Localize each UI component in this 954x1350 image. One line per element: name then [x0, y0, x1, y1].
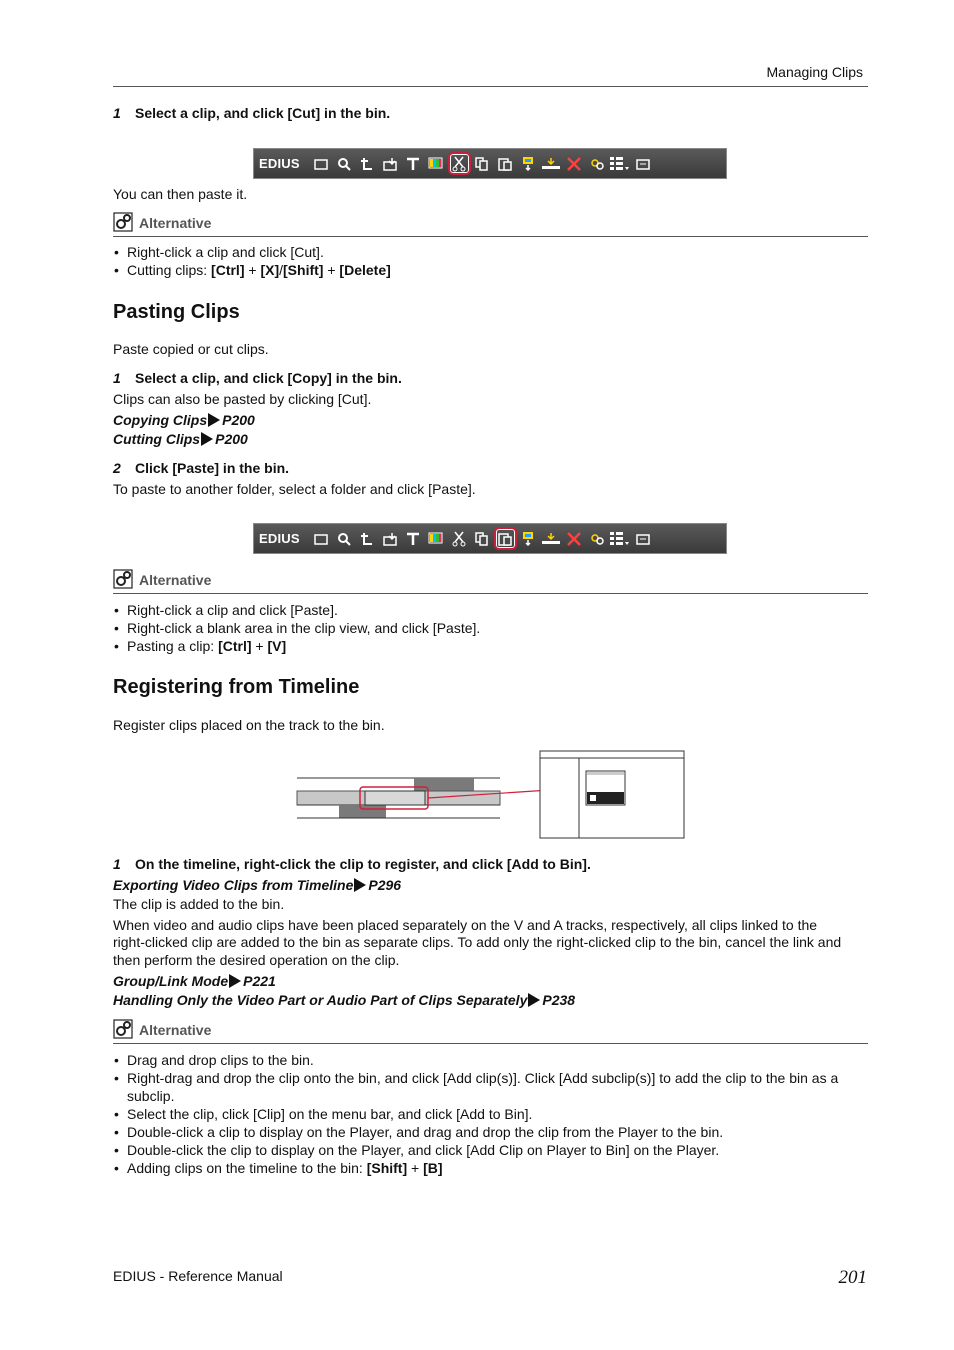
cut-alternatives-list — [113, 243, 867, 279]
registering-intro: Register clips placed on the track to the bin. — [113, 717, 385, 733]
link-page: P238 — [542, 992, 576, 1008]
register-note-2-line-3: then perform the desired operation on the clip. — [113, 952, 400, 968]
delete-icon[interactable] — [563, 152, 586, 175]
register-alternatives-list — [113, 1051, 867, 1177]
step-text: Click [Paste] in the bin. — [135, 460, 290, 476]
link-page: P200 — [215, 431, 248, 447]
bin-window-icon[interactable] — [632, 152, 655, 175]
page-number: 201 — [838, 1267, 867, 1288]
link-text: Group/Link Mode — [113, 973, 229, 989]
running-header: Managing Clips — [766, 64, 863, 80]
search-icon[interactable] — [333, 527, 356, 550]
list-item: • Cutting clips: [Ctrl] + [X]/[Shift] + [Delete] — [113, 261, 867, 279]
step-number: 1 — [113, 105, 121, 121]
up-folder-icon[interactable] — [356, 152, 379, 175]
up-folder-icon[interactable] — [356, 527, 379, 550]
add-to-timeline-icon[interactable] — [540, 152, 563, 175]
title-icon[interactable] — [402, 527, 425, 550]
properties-icon[interactable] — [586, 527, 609, 550]
alternative-rule — [113, 593, 868, 594]
bin-toolbar-paste — [253, 523, 727, 554]
list-item: • Pasting a clip: [Ctrl] + [V] — [113, 637, 867, 655]
paste-step-2 — [113, 460, 289, 476]
link-text: Exporting Video Clips from Timeline — [113, 877, 354, 893]
list-item: • Select the clip, click [Clip] on the menu bar, and click [Add to Bin]. — [113, 1105, 867, 1123]
alternative-label: Alternative — [139, 1022, 212, 1038]
gears-icon — [113, 212, 133, 232]
edius-logo: EDIUS — [259, 156, 300, 171]
header-rule — [113, 86, 868, 87]
clip-type-icon — [590, 795, 596, 801]
paste-step-1-note: Clips can also be pasted by clicking [Cut]. — [113, 391, 372, 407]
list-item: • Right-drag and drop the clip onto the bin, and click [Add clip(s)]. Click [Add subclip(s)] to add the clip to the bin as a subclip. — [113, 1069, 867, 1105]
pasting-clips-title: Pasting Clips — [113, 301, 240, 323]
view-mode-icon[interactable] — [609, 152, 632, 175]
cut-after-text: You can then paste it. — [113, 186, 248, 202]
paste-step-1 — [113, 370, 402, 386]
alternative-rule — [113, 236, 868, 237]
list-item: • Right-click a blank area in the clip view, and click [Paste]. — [113, 619, 867, 637]
register-note-2-line-2: right-clicked clip are added to the bin as separate clips. To add only the right-clicked clip to the bin, cancel the link and — [113, 934, 842, 950]
register-note-1: The clip is added to the bin. — [113, 896, 285, 912]
add-to-timeline-icon[interactable] — [540, 527, 563, 550]
gears-icon — [113, 569, 133, 589]
register-note-2-line-1: When video and audio clips have been placed separately on the V and A tracks, respectively, all clips linked to the — [113, 917, 818, 933]
cut-icon[interactable] — [448, 152, 471, 175]
registering-title: Registering from Timeline — [113, 676, 360, 698]
copy-icon[interactable] — [471, 152, 494, 175]
cut-icon[interactable] — [448, 527, 471, 550]
import-icon[interactable] — [379, 527, 402, 550]
arrow-icon — [528, 993, 540, 1007]
step-text: Select a clip, and click [Cut] in the bin. — [135, 105, 391, 121]
list-item: • Right-click a clip and click [Cut]. — [113, 243, 867, 261]
player-icon[interactable] — [517, 527, 540, 550]
alternative-heading — [113, 569, 211, 589]
list-item: • Double-click a clip to display on the Player, and drag and drop the clip from the Player to the bin. — [113, 1123, 867, 1141]
arrow-icon — [201, 432, 213, 446]
import-icon[interactable] — [379, 152, 402, 175]
paste-icon[interactable] — [494, 152, 517, 175]
link-cutting-clips[interactable] — [113, 431, 248, 447]
color-bars-icon[interactable] — [425, 527, 448, 550]
link-page: P200 — [222, 412, 255, 428]
search-icon[interactable] — [333, 152, 356, 175]
list-item: • Adding clips on the timeline to the bin: [Shift] + [B] — [113, 1159, 867, 1177]
register-step-1 — [113, 856, 591, 872]
pasting-intro: Paste copied or cut clips. — [113, 341, 269, 357]
list-item: • Right-click a clip and click [Paste]. — [113, 601, 867, 619]
gears-icon — [113, 1019, 133, 1039]
delete-icon[interactable] — [563, 527, 586, 550]
bin-toolbar-cut — [253, 148, 727, 179]
thumb-top — [587, 772, 624, 775]
step-text: On the timeline, right-click the clip to register, and click [Add to Bin]. — [135, 856, 591, 872]
color-bars-icon[interactable] — [425, 152, 448, 175]
properties-icon[interactable] — [586, 152, 609, 175]
copy-icon[interactable] — [471, 527, 494, 550]
link-exporting-video-clips[interactable] — [113, 877, 401, 893]
link-page: P296 — [368, 877, 402, 893]
step-number: 1 — [113, 370, 121, 386]
arrow-icon — [229, 974, 241, 988]
bin-window-icon[interactable] — [632, 527, 655, 550]
alternative-heading — [113, 212, 211, 232]
folder-icon[interactable] — [310, 152, 333, 175]
list-item: • Double-click the clip to display on the Player, and click [Add Clip on Player to Bin] on the Player. — [113, 1141, 867, 1159]
view-mode-icon[interactable] — [609, 527, 632, 550]
step-number: 2 — [113, 460, 121, 476]
paste-icon[interactable] — [494, 527, 517, 550]
footer-manual-title: EDIUS - Reference Manual — [113, 1268, 283, 1284]
cut-step — [113, 105, 390, 121]
link-page: P221 — [243, 973, 276, 989]
step-number: 1 — [113, 856, 121, 872]
list-item: • Drag and drop clips to the bin. — [113, 1051, 867, 1069]
link-text: Handling Only the Video Part or Audio Part of Clips Separately — [113, 992, 528, 1008]
paste-step-2-note: To paste to another folder, select a folder and click [Paste]. — [113, 481, 476, 497]
paste-alternatives-list — [113, 601, 867, 655]
audio-clip-block — [414, 778, 474, 791]
alternative-label: Alternative — [139, 572, 212, 588]
link-group-link-mode[interactable] — [113, 973, 276, 989]
link-copying-clips[interactable] — [113, 412, 255, 428]
link-handling-video-audio[interactable] — [113, 992, 575, 1008]
edius-logo: EDIUS — [259, 531, 300, 546]
link-text: Copying Clips — [113, 412, 208, 428]
clip-block — [339, 805, 386, 818]
timeline-to-bin-illustration — [290, 748, 690, 842]
folder-icon[interactable] — [310, 527, 333, 550]
selected-clip — [365, 791, 425, 805]
link-text: Cutting Clips — [113, 431, 201, 447]
arrow-icon — [208, 413, 220, 427]
title-icon[interactable] — [402, 152, 425, 175]
step-text: Select a clip, and click [Copy] in the bin. — [135, 370, 402, 386]
alternative-heading — [113, 1019, 211, 1039]
player-icon[interactable] — [517, 152, 540, 175]
alternative-rule — [113, 1043, 868, 1044]
alternative-label: Alternative — [139, 215, 212, 231]
arrow-icon — [354, 878, 366, 892]
